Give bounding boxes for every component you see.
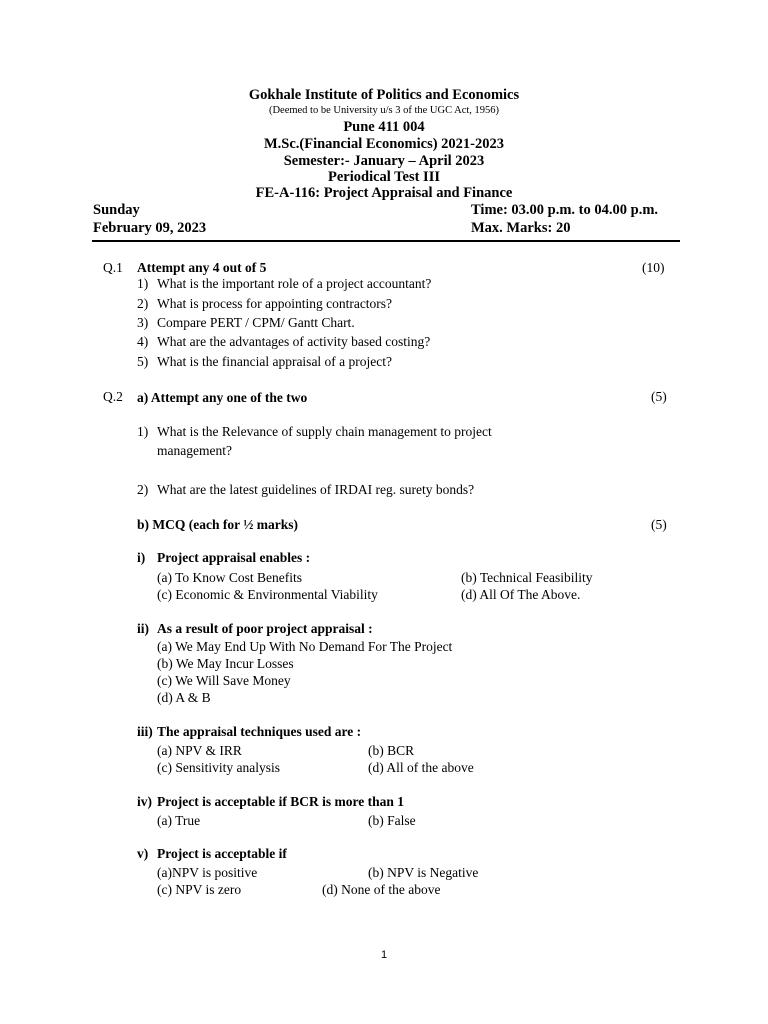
q1-title: Attempt any 4 out of 5 [137, 260, 267, 275]
mcq-question: Project appraisal enables : [157, 550, 311, 565]
q2a-marks: (5) [651, 389, 667, 404]
q2a-item-text: What are the latest guidelines of IRDAI reg. surety bonds? [157, 482, 475, 497]
mcq-option: (d) All Of The Above. [461, 587, 581, 602]
q1-number: Q.1 [103, 260, 123, 275]
mcq-option: (d) A & B [157, 690, 211, 705]
q1-item-text: What is the important role of a project accountant? [157, 276, 432, 291]
mcq-option: (b) BCR [368, 743, 415, 758]
q1-item-text: What is process for appointing contractors? [157, 296, 393, 311]
mcq-option: (a) NPV & IRR [157, 743, 242, 758]
exam-date: February 09, 2023 [93, 220, 207, 236]
q1-item: 1) [137, 276, 149, 291]
mcq-option: (c) Economic & Environmental Viability [157, 587, 378, 602]
mcq-option: (c) We Will Save Money [157, 673, 291, 688]
course-line: FE-A-116: Project Appraisal and Finance [255, 185, 513, 201]
header-divider [92, 240, 680, 242]
mcq-option: (a) True [157, 813, 201, 828]
q1-item-text: Compare PERT / CPM/ Gantt Chart. [157, 315, 355, 330]
q1-item: 2) [137, 296, 149, 311]
mcq-option: (b) Technical Feasibility [461, 570, 593, 585]
q1-item: 5) [137, 354, 149, 369]
q2a-item-text-cont: management? [157, 443, 232, 458]
q1-marks: (10) [642, 260, 665, 275]
page-number: 1 [380, 949, 388, 961]
mcq-question: The appraisal techniques used are : [157, 724, 362, 739]
mcq-number: iii) [137, 724, 153, 739]
mcq-number: iv) [137, 794, 152, 809]
mcq-option: (a) We May End Up With No Demand For The Project [157, 639, 453, 654]
exam-time: Time: 03.00 p.m. to 04.00 p.m. [471, 202, 659, 218]
mcq-question: Project is acceptable if [157, 846, 287, 861]
deemed-note: (Deemed to be University u/s 3 of the UGC Act, 1956) [268, 105, 500, 116]
q2b-title: b) MCQ (each for ½ marks) [137, 517, 298, 532]
mcq-option: (b) NPV is Negative [368, 865, 479, 880]
mcq-question: Project is acceptable if BCR is more than 1 [157, 794, 404, 809]
mcq-question: As a result of poor project appraisal : [157, 621, 373, 636]
q1-item-text: What are the advantages of activity based costing? [157, 334, 431, 349]
mcq-option: (a)NPV is positive [157, 865, 258, 880]
q1-item-text: What is the financial appraisal of a project? [157, 354, 393, 369]
mcq-number: ii) [137, 621, 149, 636]
q1-item: 3) [137, 315, 149, 330]
mcq-number: v) [137, 846, 149, 861]
q2a-item-text: What is the Relevance of supply chain management to project [157, 424, 492, 439]
program-line: M.Sc.(Financial Economics) 2021-2023 [263, 136, 505, 152]
mcq-option: (b) False [368, 813, 416, 828]
mcq-option: (d) None of the above [322, 882, 441, 897]
q2a-item-number: 1) [137, 424, 149, 439]
city-line: Pune 411 004 [343, 119, 425, 135]
mcq-option: (c) Sensitivity analysis [157, 760, 280, 775]
q2a-title: a) Attempt any one of the two [137, 390, 308, 405]
max-marks: Max. Marks: 20 [471, 220, 571, 236]
q2-number: Q.2 [103, 389, 123, 404]
semester-line: Semester:- January – April 2023 [283, 153, 485, 169]
mcq-option: (d) All of the above [368, 760, 474, 775]
q1-item: 4) [137, 334, 149, 349]
exam-day: Sunday [93, 202, 140, 218]
mcq-option: (b) We May Incur Losses [157, 656, 294, 671]
institute-name: Gokhale Institute of Politics and Economics [248, 87, 520, 103]
q2a-item-number: 2) [137, 482, 149, 497]
test-line: Periodical Test III [328, 169, 440, 185]
mcq-option: (a) To Know Cost Benefits [157, 570, 303, 585]
mcq-option: (c) NPV is zero [157, 882, 242, 897]
q2b-marks: (5) [651, 517, 667, 532]
mcq-number: i) [137, 550, 146, 565]
